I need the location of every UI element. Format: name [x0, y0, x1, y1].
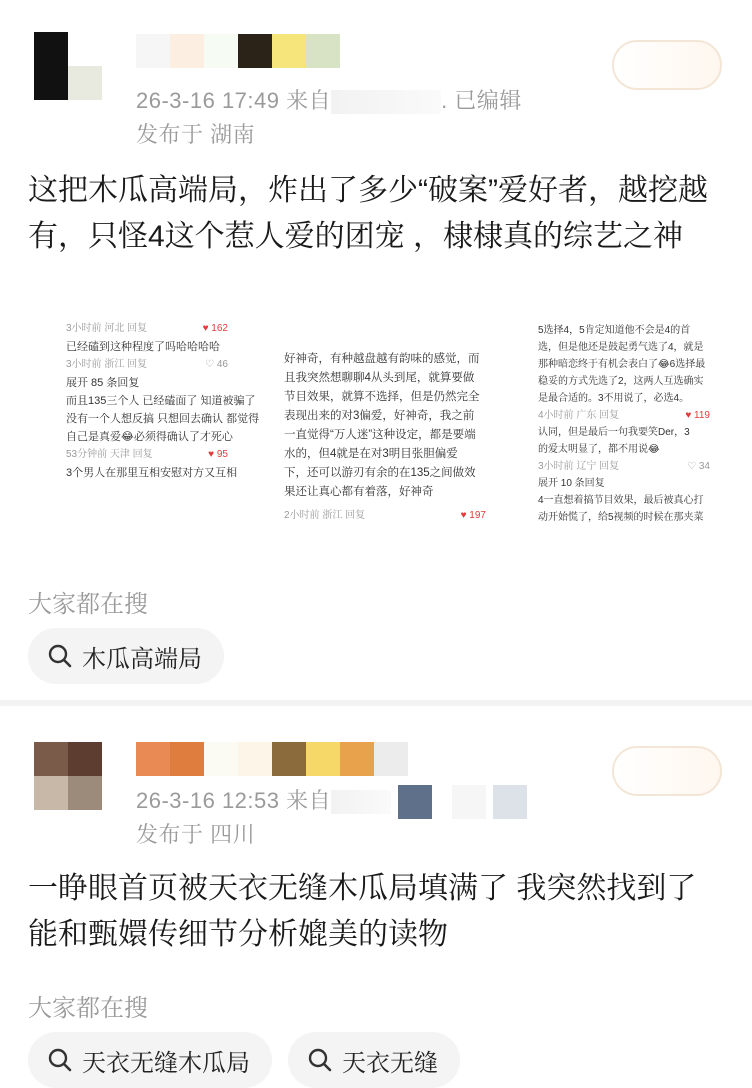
avatar-tile	[68, 776, 102, 810]
like-count: ♡ 34	[687, 461, 710, 472]
comment-screenshot-3[interactable]	[534, 318, 714, 558]
screenshot-text-line: 果还让真心都有着落，好神奇	[284, 486, 434, 498]
username-redacted[interactable]	[136, 34, 340, 68]
screenshot-meta-row	[538, 458, 710, 475]
post-location: 发布于 四川	[136, 822, 256, 847]
screenshot-meta: 2小时前 浙江 回复	[284, 510, 366, 521]
post-source: 来自	[286, 788, 332, 813]
avatar[interactable]	[34, 32, 102, 100]
like-count: ♥ 95	[208, 449, 228, 460]
screenshot-text: 认同，但是最后一句我要笑Der，3	[538, 427, 690, 438]
avatar-tile	[68, 66, 102, 100]
trending-search-title: 大家都在搜	[28, 995, 148, 1022]
screenshot-text: 展开 10 条回复	[538, 478, 605, 489]
avatar[interactable]	[34, 742, 102, 810]
source-redacted	[452, 785, 486, 819]
source-redacted	[331, 90, 441, 114]
comment-screenshot-1[interactable]	[62, 318, 260, 558]
source-redacted	[493, 785, 527, 819]
screenshot-meta-row	[66, 356, 228, 374]
search-icon	[46, 1046, 74, 1074]
post-location: 发布于 湖南	[136, 122, 256, 147]
screenshot-text-line	[538, 339, 710, 356]
avatar-tile	[68, 742, 102, 776]
search-chip-label: 木瓜高端局	[82, 645, 202, 673]
screenshot-text: 动开始慌了，给5视频的时候在那夹菜	[538, 512, 704, 523]
search-chip[interactable]	[28, 628, 224, 684]
screenshot-content	[538, 322, 710, 526]
post-source: 来自	[286, 88, 332, 113]
screenshot-text: 3个男人在那里互相安慰对方又互相	[66, 467, 238, 479]
like-count: ♥ 197	[460, 510, 486, 521]
screenshot-text: 3小时前 辽宁 回复	[538, 461, 620, 472]
post-time: 26-3-16 17:49	[136, 88, 280, 113]
screenshot-text-line: 水的，但4就是在对3明目张胆偏爱	[284, 448, 458, 460]
screenshot-text-line	[66, 464, 238, 482]
post-time: 26-3-16 12:53	[136, 788, 280, 813]
screenshot-text: 5选择4，5肯定知道他不会是4的首	[538, 325, 691, 336]
search-chip-label: 天衣无缝	[342, 1049, 438, 1077]
avatar-tile	[34, 32, 68, 66]
screenshot-text: 是最合适的。3不用说了，必选4。	[538, 393, 690, 404]
screenshot-content	[66, 320, 260, 482]
search-icon	[306, 1046, 334, 1074]
screenshot-text-line	[538, 356, 710, 373]
screenshot-text-line	[538, 390, 710, 407]
screenshot-text: 4一直想着搞节目效果，最后被真心打	[538, 495, 704, 506]
screenshot-text-line	[66, 374, 228, 392]
search-chip[interactable]	[288, 1032, 460, 1088]
like-count: ♥ 119	[685, 410, 710, 421]
screenshot-text-line	[538, 475, 710, 492]
edited-label: . 已编辑	[441, 88, 522, 113]
screenshot-text: 3小时前 浙江 回复	[66, 359, 148, 370]
source-redacted	[398, 785, 432, 819]
screenshot-text-line: 好神奇，有种越盘越有韵味的感觉，而	[284, 353, 480, 365]
screenshot-text-line	[538, 441, 710, 458]
screenshot-text: 没有一个人想反搞 只想回去确认 都觉得	[66, 413, 260, 425]
screenshot-text-line	[538, 509, 710, 526]
screenshot-text: 而且135三个人 已经磕面了 知道被骗了	[66, 395, 256, 407]
post-meta	[136, 784, 527, 819]
screenshot-text-line	[538, 373, 710, 390]
screenshot-text: 3小时前 河北 回复	[66, 323, 148, 334]
screenshot-text-line: 表现出来的对3偏爱，好神奇，我之前	[284, 410, 475, 422]
screenshot-text-line	[66, 410, 260, 428]
screenshot-content	[284, 350, 486, 502]
screenshot-meta-row	[66, 320, 228, 338]
avatar-tile	[34, 66, 68, 100]
avatar-tile	[34, 776, 68, 810]
avatar-tile	[34, 742, 68, 776]
screenshot-meta-row	[66, 446, 228, 464]
source-redacted	[331, 790, 391, 814]
screenshot-text: 稳妥的方式先选了2，这两人互选确实	[538, 376, 704, 387]
screenshot-text: 自己是真爱😂必须得确认了才死心	[66, 431, 233, 443]
screenshot-text-line: 节目效果，就算不选择，但是仍然完全	[284, 391, 480, 403]
screenshot-text-line: 且我突然想聊聊4从头到尾，就算要做	[284, 372, 475, 384]
screenshot-text: 那种暗恋终于有机会表白了😂6选择最	[538, 359, 706, 370]
screenshot-text: 展开 85 条回复	[66, 377, 140, 389]
like-count: ♥ 162	[202, 323, 228, 334]
image-grid	[0, 318, 752, 558]
screenshot-text: 53分钟前 天津 回复	[66, 449, 153, 460]
screenshot-text-line	[538, 492, 710, 509]
search-icon	[46, 642, 74, 670]
like-count: ♡ 46	[205, 359, 228, 370]
screenshot-meta-row	[538, 407, 710, 424]
screenshot-text: 已经磕到这种程度了吗哈哈哈哈	[66, 341, 220, 353]
post-meta	[136, 84, 522, 115]
search-chip-label: 天衣无缝木瓜局	[82, 1049, 250, 1077]
screenshot-text-line	[538, 322, 710, 339]
post-card-2	[0, 706, 752, 1080]
screenshot-text-line	[538, 424, 710, 441]
search-chip[interactable]	[28, 1032, 272, 1088]
screenshot-text-line	[66, 428, 233, 446]
screenshot-text: 的爱太明显了，都不用说😂	[538, 444, 660, 455]
screenshot-text-line: 一直觉得“万人迷”这种设定，都是要端	[284, 429, 476, 441]
screenshot-text-line	[66, 392, 256, 410]
follow-button[interactable]	[612, 40, 722, 90]
screenshot-text: 选，但是他还是鼓起勇气选了4，就是	[538, 342, 704, 353]
screenshot-text: 4小时前 广东 回复	[538, 410, 620, 421]
username-redacted[interactable]	[136, 742, 408, 776]
comment-screenshot-2[interactable]	[280, 318, 490, 528]
post-body[interactable]: 这把木瓜高端局，炸出了多少“破案”爱好者，越挖越有，只怪4这个惹人爱的团宠 ，棣棣真的综艺之神	[28, 174, 708, 253]
avatar-tile	[68, 32, 102, 66]
screenshot-text-line: 下，还可以游刃有余的在135之间做效	[284, 467, 476, 479]
trending-search-title: 大家都在搜	[28, 591, 148, 618]
follow-button[interactable]	[612, 746, 722, 796]
post-body[interactable]: 一睁眼首页被天衣无缝木瓜局填满了 我突然找到了能和甄嬛传细节分析媲美的读物	[28, 872, 697, 951]
screenshot-text-line	[66, 338, 228, 356]
